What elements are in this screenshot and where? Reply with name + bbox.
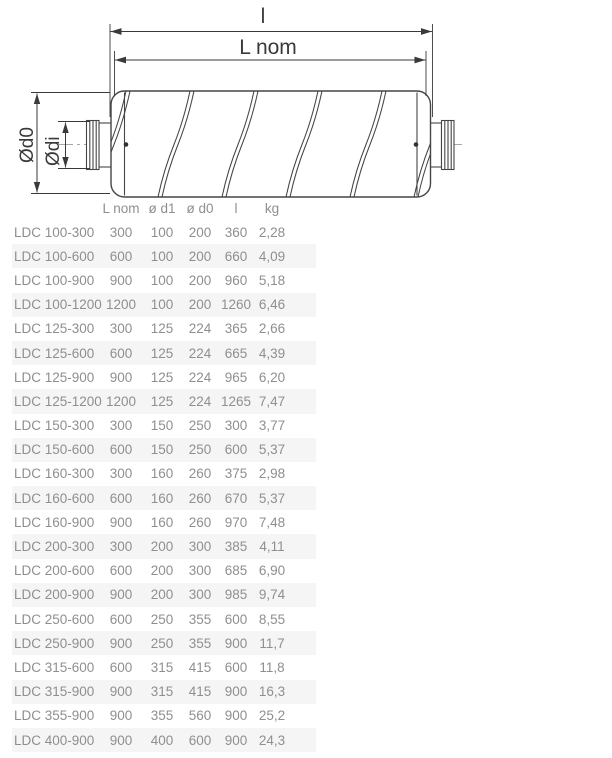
cell-model: LDC 315-600 — [14, 659, 95, 675]
cell-kg: 2,28 — [258, 224, 286, 240]
cell-l: 670 — [224, 490, 248, 506]
cell-kg: 4,11 — [259, 539, 285, 555]
cell-d1: 315 — [150, 684, 174, 700]
cell-model: LDC 125-900 — [14, 369, 95, 385]
cell-l: 365 — [224, 321, 248, 337]
cell-d0: 200 — [188, 297, 212, 313]
table-row — [12, 559, 316, 583]
cell-l_nom: 600 — [109, 659, 133, 675]
cell-model: LDC 200-900 — [14, 587, 95, 603]
table-row — [12, 631, 316, 655]
table-row — [12, 728, 316, 752]
cell-d1: 200 — [150, 587, 174, 603]
cell-model: LDC 160-300 — [14, 466, 95, 482]
table-row — [12, 462, 316, 486]
cell-d0: 415 — [188, 659, 212, 675]
cell-d1: 200 — [150, 539, 174, 555]
header-d0: ø d0 — [186, 201, 214, 216]
cell-d0: 224 — [188, 321, 212, 337]
table-body — [12, 220, 316, 752]
cell-model: LDC 160-600 — [14, 490, 95, 506]
cell-kg: 7,48 — [258, 514, 286, 530]
table-row — [12, 293, 316, 317]
table-row — [12, 486, 316, 510]
cell-kg: 5,37 — [258, 442, 286, 458]
table-row — [12, 655, 316, 679]
cell-d0: 300 — [188, 539, 212, 555]
right-spigot — [429, 121, 454, 170]
cell-l_nom: 600 — [109, 248, 133, 264]
cell-d1: 250 — [150, 611, 174, 627]
cell-d1: 100 — [150, 248, 174, 264]
cell-d1: 315 — [150, 659, 174, 675]
cell-l_nom: 300 — [109, 224, 133, 240]
cell-l_nom: 1200 — [105, 393, 137, 409]
left-spigot — [87, 121, 112, 170]
cell-l: 660 — [224, 248, 248, 264]
cell-kg: 11,8 — [259, 659, 285, 675]
cell-model: LDC 100-600 — [14, 248, 95, 264]
cell-model: LDC 125-300 — [14, 321, 95, 337]
cell-d1: 100 — [150, 272, 174, 288]
cell-kg: 11,7 — [259, 635, 285, 651]
cell-l_nom: 900 — [109, 514, 133, 530]
cell-l_nom: 900 — [109, 272, 133, 288]
cell-model: LDC 160-900 — [14, 514, 95, 530]
header-l-nom: L nom — [102, 201, 140, 216]
cell-l: 600 — [224, 659, 248, 675]
cell-d1: 100 — [150, 297, 174, 313]
silencer-diagram — [0, 0, 612, 212]
cell-l_nom: 900 — [109, 684, 133, 700]
dim-label-nominal-length: L nom — [239, 36, 297, 59]
table-header-row — [12, 197, 316, 220]
cell-model: LDC 200-600 — [14, 563, 95, 579]
cell-model: LDC 400-900 — [14, 732, 95, 748]
cell-d1: 355 — [150, 708, 174, 724]
cell-d0: 415 — [188, 684, 212, 700]
cell-d1: 125 — [150, 345, 174, 361]
dim-label-inner-diameter: Ødi — [43, 136, 64, 166]
cell-d0: 200 — [188, 224, 212, 240]
table-row — [12, 268, 316, 292]
table-row — [12, 220, 316, 244]
table-row — [12, 341, 316, 365]
cell-l: 900 — [224, 732, 248, 748]
cell-l_nom: 300 — [109, 466, 133, 482]
right-center-dot — [414, 142, 419, 147]
cell-l: 900 — [224, 635, 248, 651]
cell-l: 665 — [224, 345, 248, 361]
cell-l: 960 — [224, 272, 248, 288]
cell-l: 600 — [224, 442, 248, 458]
cell-kg: 9,74 — [258, 587, 286, 603]
cell-d1: 200 — [150, 563, 174, 579]
cell-l: 1260 — [220, 297, 252, 313]
cell-d0: 200 — [188, 272, 212, 288]
cell-d0: 260 — [188, 514, 212, 530]
cell-d0: 250 — [188, 442, 212, 458]
cell-l: 685 — [224, 563, 248, 579]
cell-l: 900 — [224, 708, 248, 724]
cell-kg: 2,98 — [258, 466, 286, 482]
cell-l_nom: 300 — [109, 418, 133, 434]
cell-d0: 224 — [188, 345, 212, 361]
cell-l: 985 — [224, 587, 248, 603]
table-row — [12, 510, 316, 534]
cell-kg: 2,66 — [258, 321, 286, 337]
cell-model: LDC 100-1200 — [14, 297, 102, 313]
left-center-dot — [124, 142, 129, 147]
cell-kg: 6,46 — [258, 297, 286, 313]
cell-kg: 6,90 — [258, 563, 286, 579]
cell-d0: 600 — [188, 732, 212, 748]
table-row — [12, 317, 316, 341]
table-row — [12, 244, 316, 268]
spec-table — [12, 197, 316, 752]
dim-label-total-length: l — [260, 5, 266, 28]
cell-kg: 4,39 — [258, 345, 286, 361]
dim-label-outer-diameter: Ød0 — [17, 127, 38, 163]
cell-d0: 250 — [188, 418, 212, 434]
cell-d1: 160 — [150, 514, 174, 530]
cell-d1: 250 — [150, 635, 174, 651]
cell-kg: 3,77 — [258, 418, 286, 434]
cell-l_nom: 300 — [109, 539, 133, 555]
cell-d0: 300 — [188, 563, 212, 579]
table-row — [12, 704, 316, 728]
header-kg: kg — [264, 201, 280, 216]
table-row — [12, 583, 316, 607]
cell-l: 385 — [224, 539, 248, 555]
table-row — [12, 607, 316, 631]
cell-d0: 300 — [188, 587, 212, 603]
cell-kg: 7,47 — [258, 393, 286, 409]
cell-l: 970 — [224, 514, 248, 530]
cell-l_nom: 600 — [109, 563, 133, 579]
cell-kg: 8,55 — [258, 611, 286, 627]
cell-d1: 150 — [150, 442, 174, 458]
cell-l: 300 — [224, 418, 248, 434]
cell-d0: 200 — [188, 248, 212, 264]
cell-l_nom: 900 — [109, 369, 133, 385]
table-row — [12, 365, 316, 389]
cell-kg: 25,2 — [258, 708, 286, 724]
cell-d0: 260 — [188, 466, 212, 482]
cell-model: LDC 250-900 — [14, 635, 95, 651]
cell-d1: 400 — [150, 732, 174, 748]
cell-l_nom: 900 — [109, 708, 133, 724]
cell-kg: 5,37 — [258, 490, 286, 506]
cell-l: 1265 — [220, 393, 252, 409]
cell-d0: 355 — [188, 611, 212, 627]
table-row — [12, 389, 316, 413]
cell-d1: 125 — [150, 369, 174, 385]
cell-l: 965 — [224, 369, 248, 385]
cell-d1: 125 — [150, 393, 174, 409]
cell-l_nom: 600 — [109, 490, 133, 506]
cell-model: LDC 100-300 — [14, 224, 95, 240]
cell-d1: 160 — [150, 466, 174, 482]
table-row — [12, 438, 316, 462]
cell-d0: 224 — [188, 393, 212, 409]
cell-l: 375 — [224, 466, 248, 482]
header-l: l — [234, 201, 238, 216]
cell-l: 360 — [224, 224, 248, 240]
cell-kg: 16,3 — [258, 684, 286, 700]
cell-kg: 4,09 — [258, 248, 286, 264]
cell-d0: 224 — [188, 369, 212, 385]
cell-model: LDC 100-900 — [14, 272, 95, 288]
cell-l_nom: 600 — [109, 611, 133, 627]
cell-model: LDC 200-300 — [14, 539, 95, 555]
cell-model: LDC 150-600 — [14, 442, 95, 458]
cell-d0: 355 — [188, 635, 212, 651]
cell-d0: 260 — [188, 490, 212, 506]
cell-l_nom: 900 — [109, 635, 133, 651]
cell-l_nom: 600 — [109, 345, 133, 361]
cell-d0: 560 — [188, 708, 212, 724]
cell-d1: 160 — [150, 490, 174, 506]
cell-kg: 6,20 — [258, 369, 286, 385]
cell-model: LDC 355-900 — [14, 708, 95, 724]
cell-l_nom: 900 — [109, 732, 133, 748]
table-row — [12, 680, 316, 704]
cell-kg: 5,18 — [258, 272, 286, 288]
table-row — [12, 534, 316, 558]
cell-l_nom: 1200 — [105, 297, 137, 313]
table-row — [12, 414, 316, 438]
cell-d1: 150 — [150, 418, 174, 434]
cell-l: 600 — [224, 611, 248, 627]
cell-kg: 24,3 — [258, 732, 286, 748]
cell-model: LDC 315-900 — [14, 684, 95, 700]
cell-model: LDC 125-600 — [14, 345, 95, 361]
cell-l: 900 — [224, 684, 248, 700]
header-d1: ø d1 — [148, 201, 176, 216]
cell-model: LDC 250-600 — [14, 611, 95, 627]
cell-model: LDC 150-300 — [14, 418, 95, 434]
cell-l_nom: 600 — [109, 442, 133, 458]
cell-model: LDC 125-1200 — [14, 393, 102, 409]
cell-d1: 100 — [150, 224, 174, 240]
cell-l_nom: 300 — [109, 321, 133, 337]
cell-l_nom: 900 — [109, 587, 133, 603]
cell-d1: 125 — [150, 321, 174, 337]
